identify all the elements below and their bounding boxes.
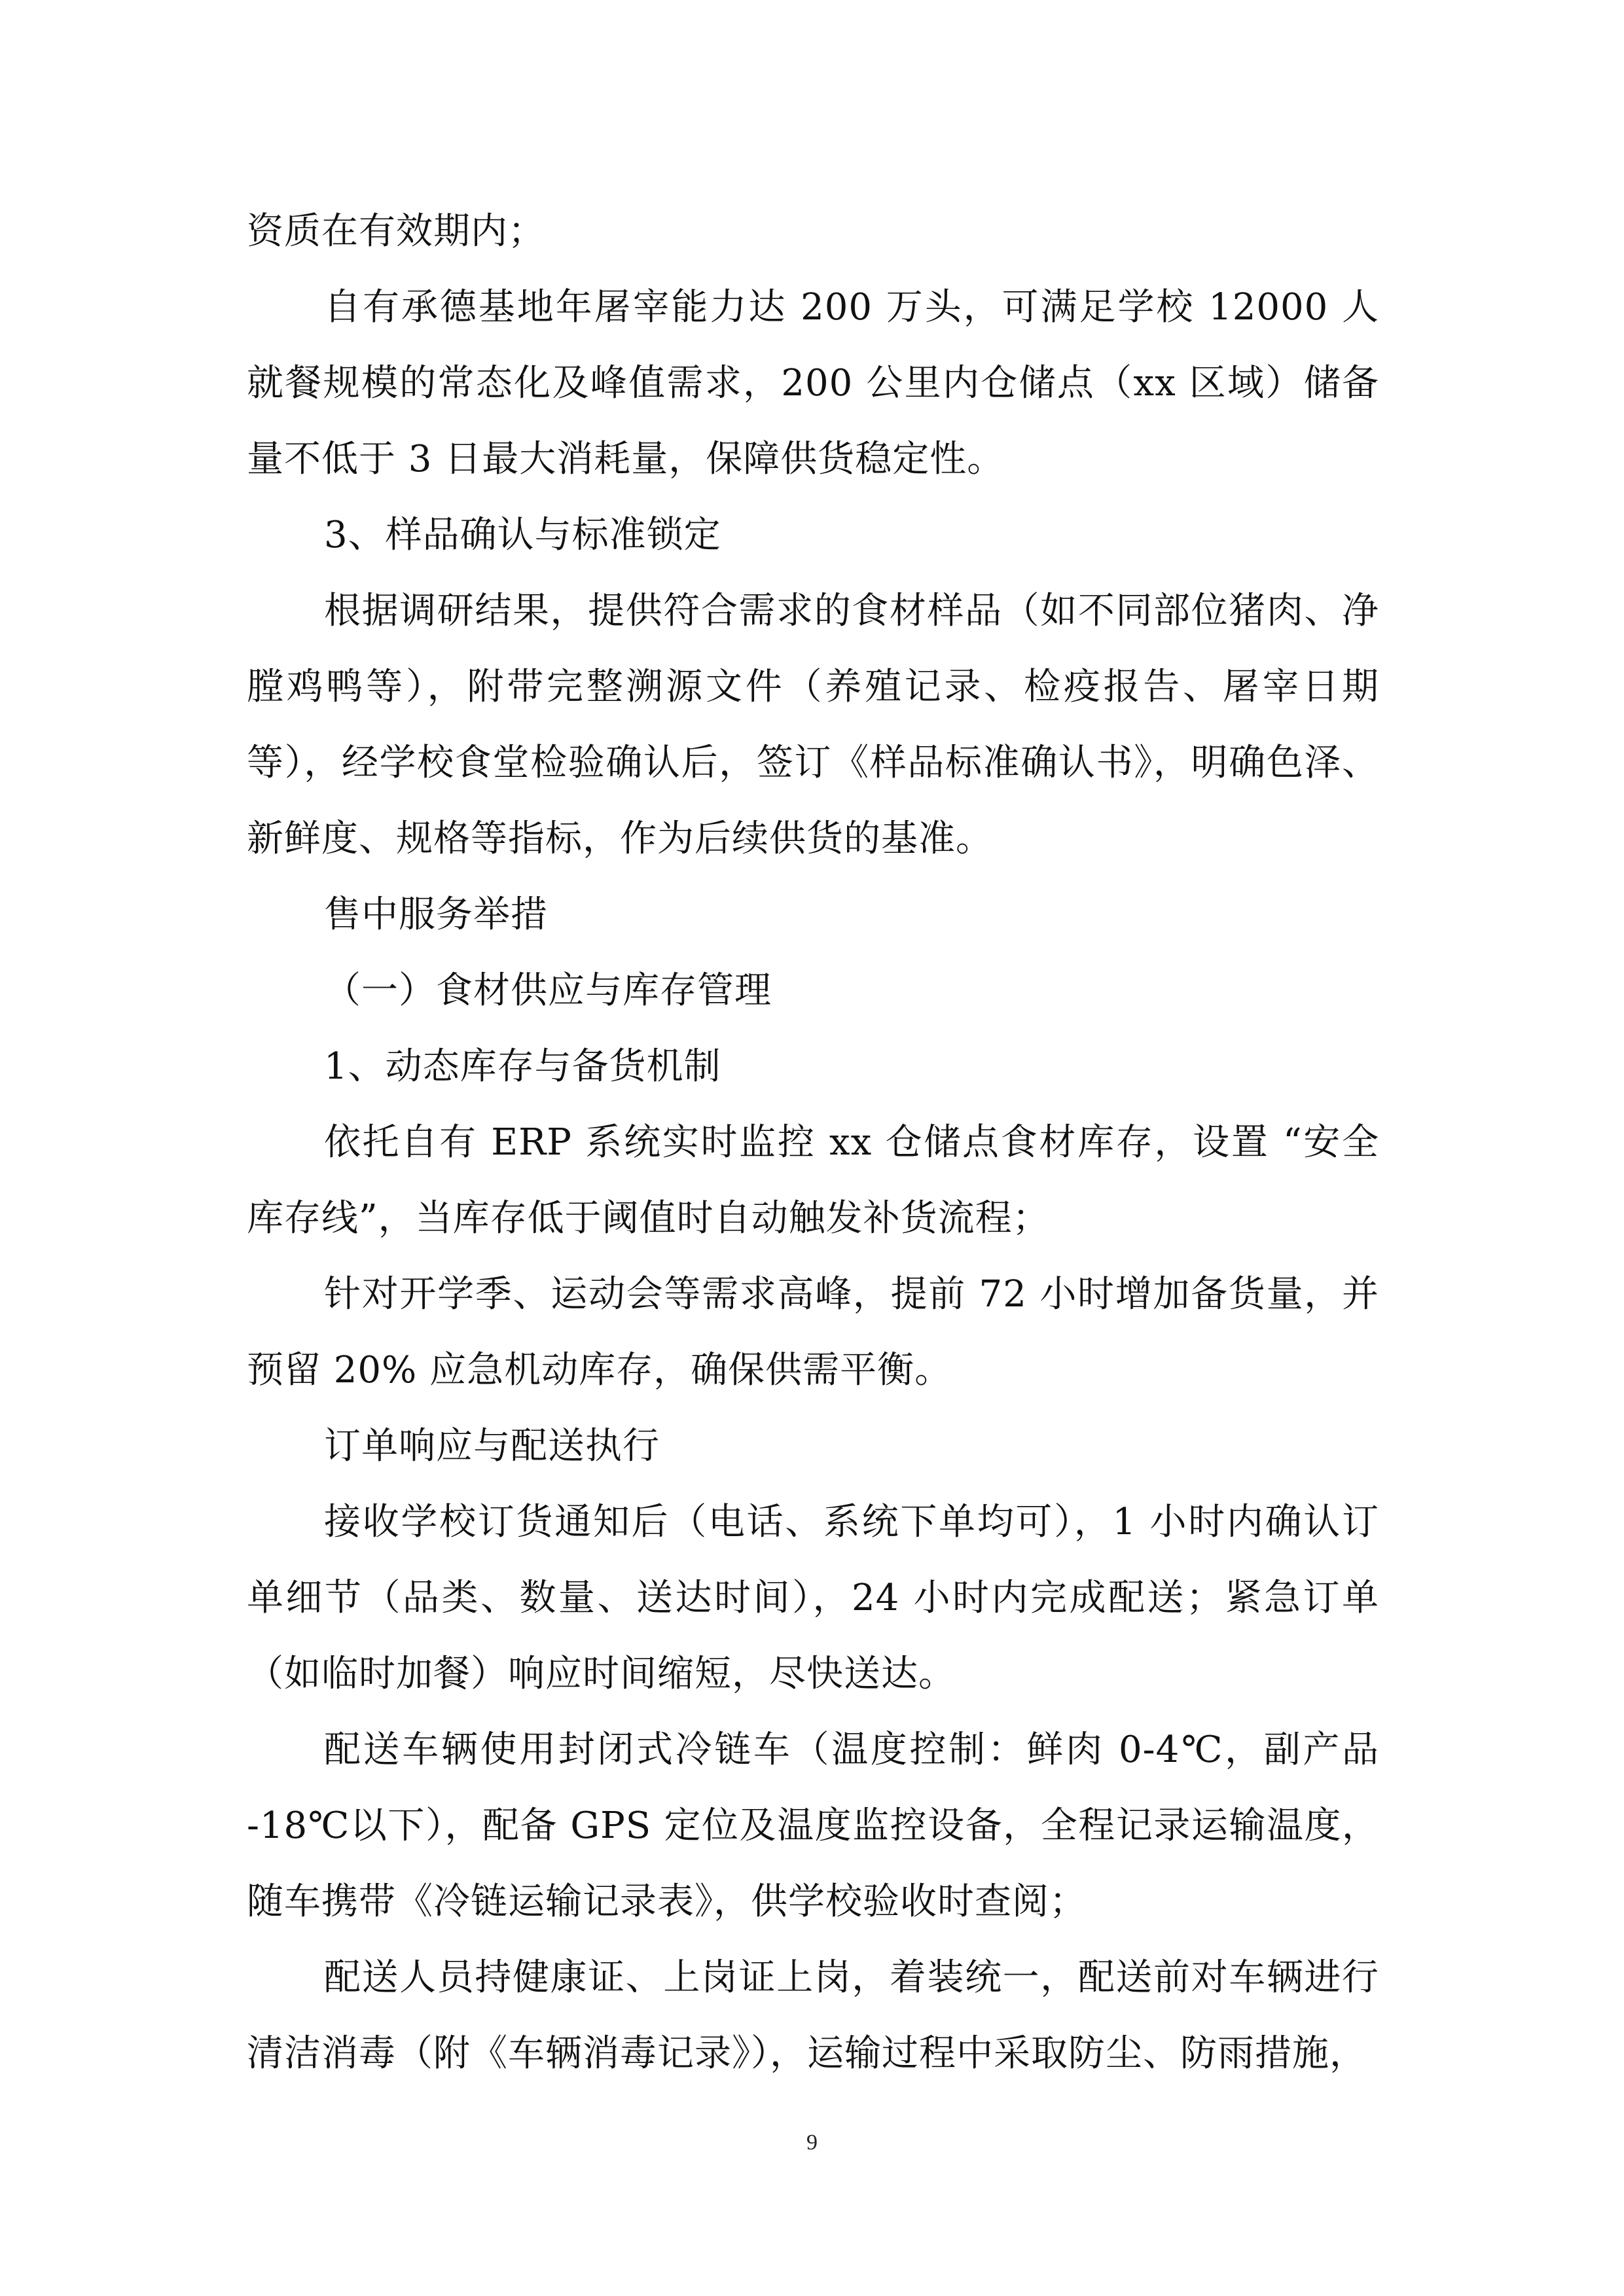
paragraph: 自有承德基地年屠宰能力达 200 万头，可满足学校 12000 人就餐规模的常态化及峰值需求，200 公里内仓储点（xx 区域）储备量不低于 3 日最大消耗量，保障供货稳定性。	[247, 286, 1379, 480]
paragraph: 针对开学季、运动会等需求高峰，提前 72 小时增加备货量，并预留 20% 应急机动库存，确保供需平衡。	[247, 1273, 1379, 1391]
document-body	[247, 194, 1379, 2092]
paragraph: 接收学校订货通知后（电话、系统下单均可），1 小时内确认订单细节（品类、数量、送达时间），24 小时内完成配送；紧急订单（如临时加餐）响应时间缩短，尽快送达。	[247, 1501, 1379, 1695]
paragraph: 配送人员持健康证、上岗证上岗，着装统一，配送前对车辆进行清洁消毒（附《车辆消毒记录》），运输过程中采取防尘、防雨措施，	[247, 1956, 1379, 2075]
paragraph: 资质在有效期内；	[247, 210, 545, 253]
page-number: 9	[806, 2130, 818, 2155]
paragraph: 订单响应与配送执行	[324, 1425, 660, 1467]
paragraph: （一）食材供应与库存管理	[324, 969, 772, 1012]
paragraph: 依托自有 ERP 系统实时监控 xx 仓储点食材库存，设置 “安全库存线”，当库存低于阈值时自动触发补货流程；	[247, 1121, 1379, 1240]
paragraph: 根据调研结果，提供符合需求的食材样品（如不同部位猪肉、净膛鸡鸭等），附带完整溯源文件（养殖记录、检疫报告、屠宰日期等），经学校食堂检验确认后，签订《样品标准确认书》，明确色泽、新鲜度、规格等指标，作为后续供货的基准。	[247, 590, 1379, 860]
paragraph: 配送车辆使用封闭式冷链车（温度控制：鲜肉 0-4℃，副产品 -18℃以下），配备 GPS 定位及温度监控设备，全程记录运输温度，随车携带《冷链运输记录表》，供学校验收时查阅；	[247, 1729, 1379, 1923]
paragraph: 售中服务举措	[324, 893, 548, 936]
paragraph: 3、样品确认与标准锁定	[324, 514, 721, 556]
paragraph: 1、动态库存与备货机制	[324, 1045, 721, 1088]
